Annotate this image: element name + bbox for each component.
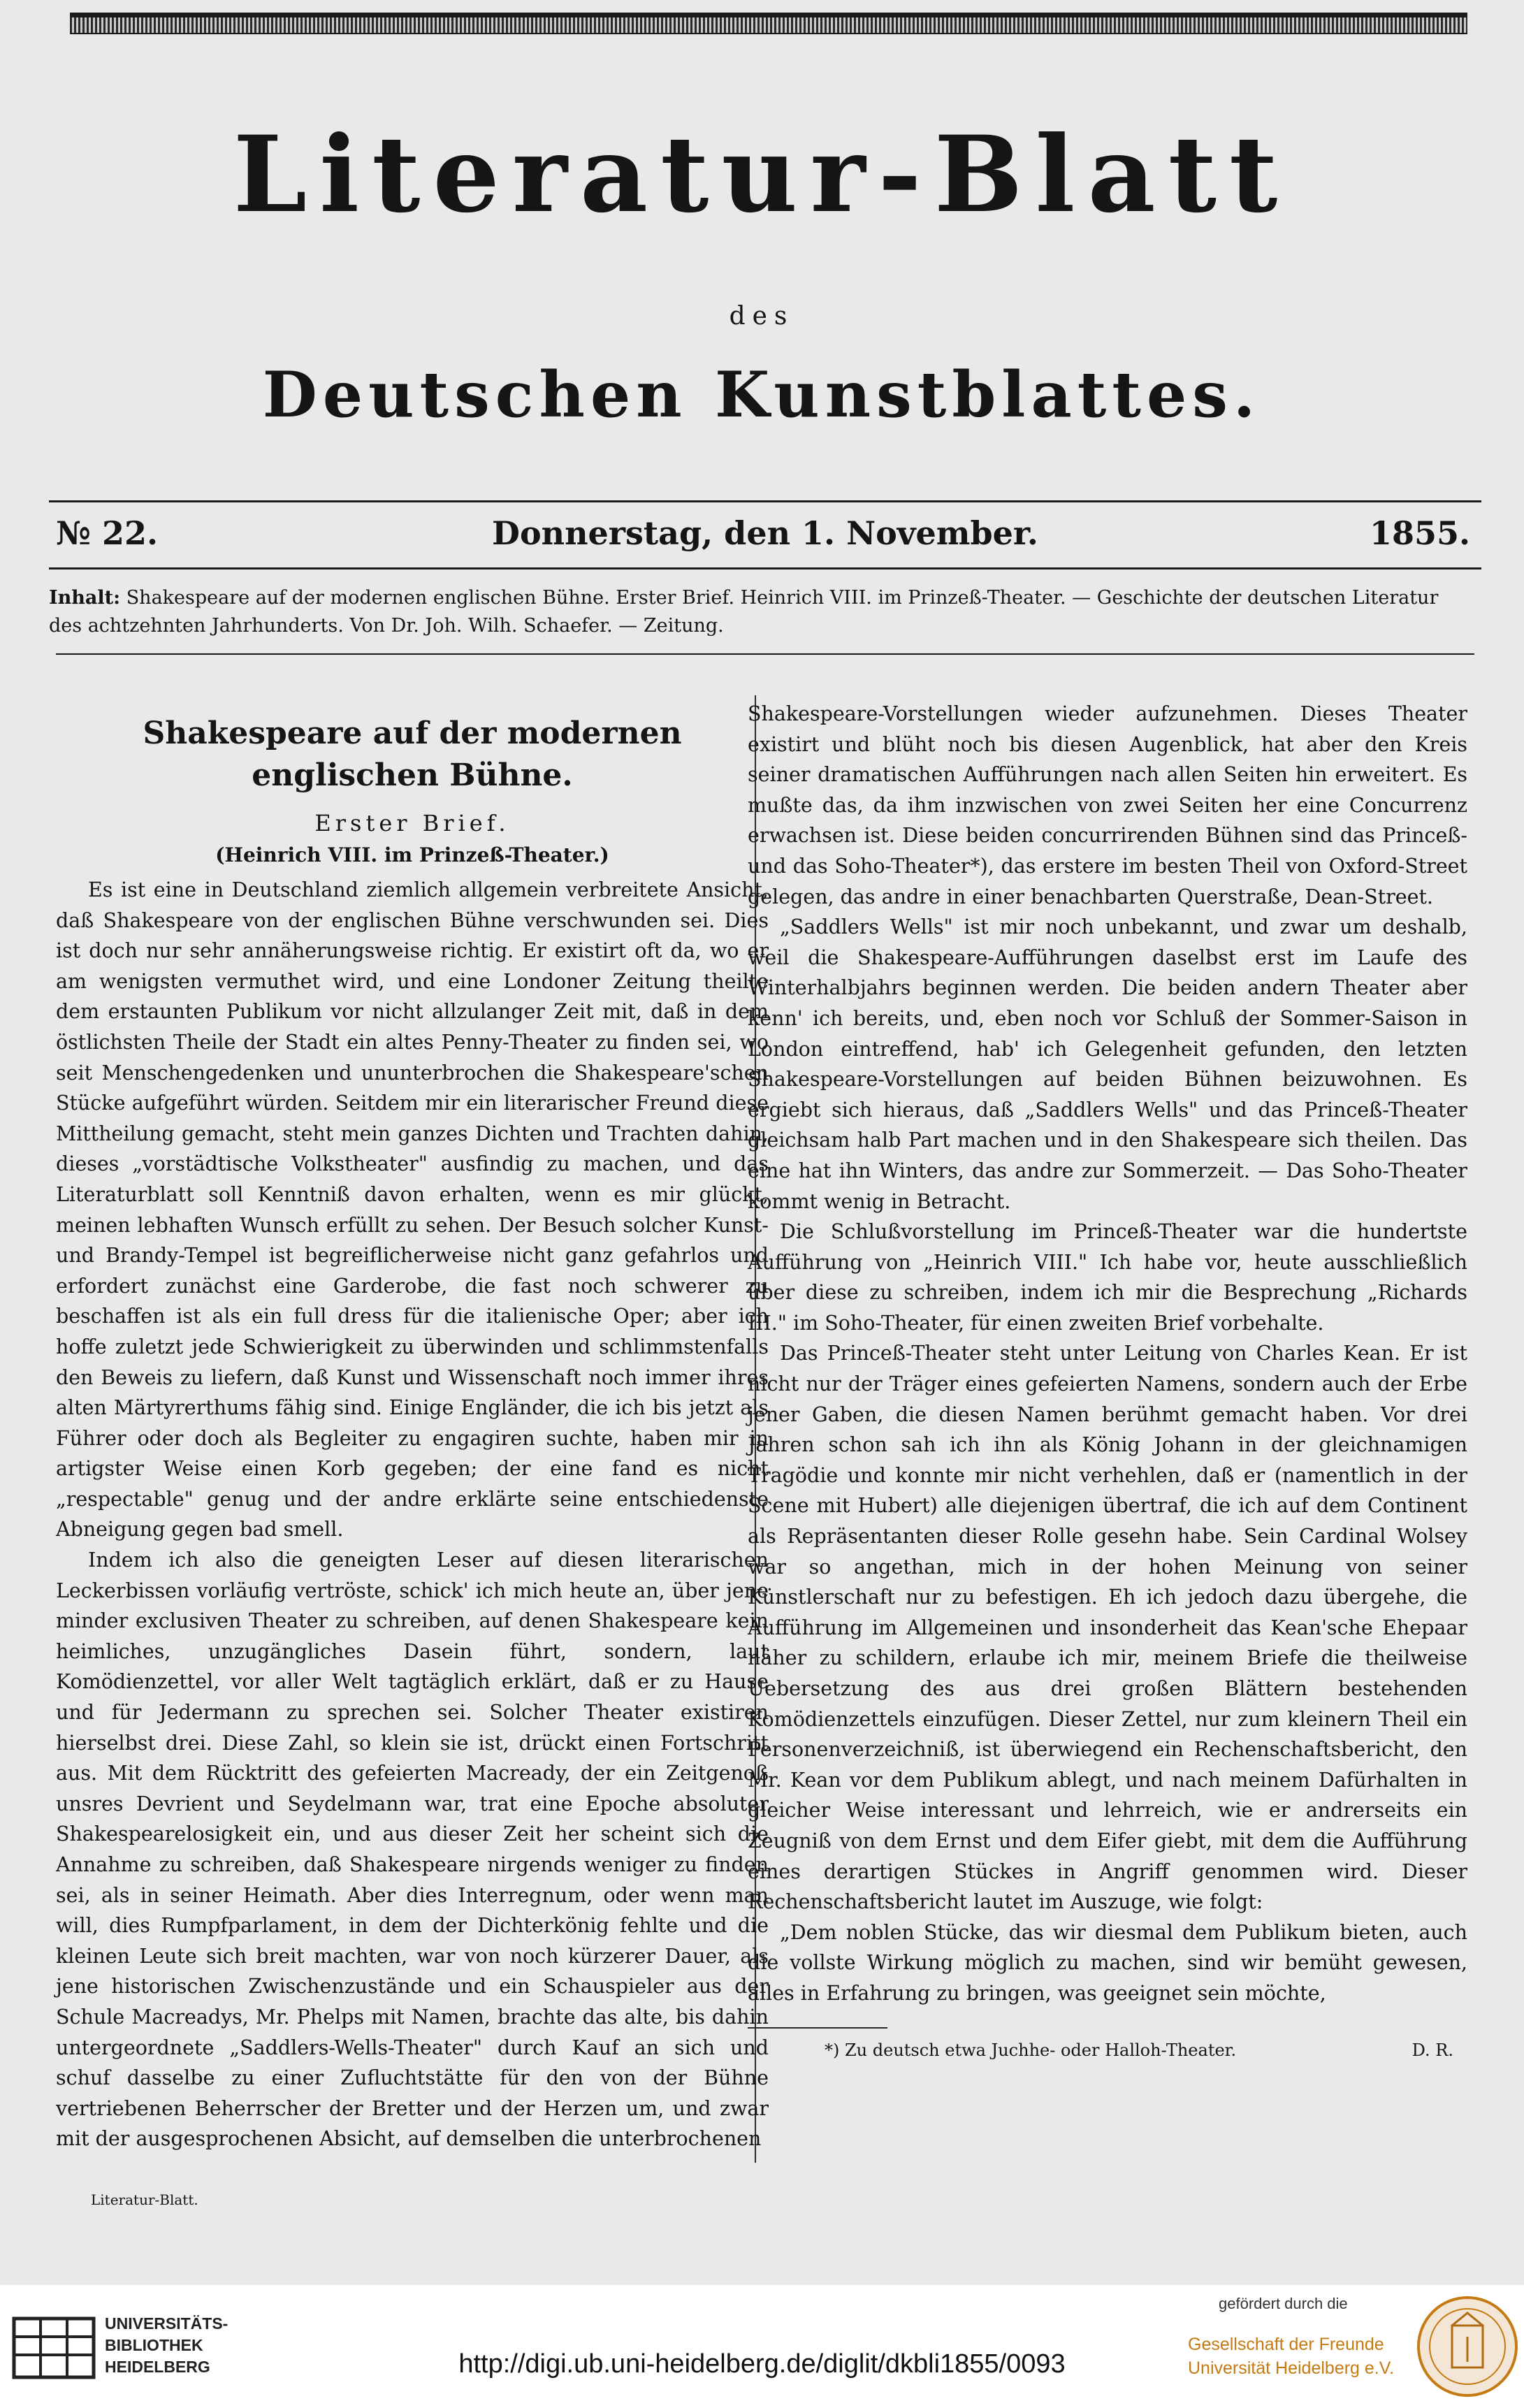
- footnote-text: *) Zu deutsch etwa Juchhe- oder Halloh-Theater.: [825, 2040, 1237, 2060]
- sponsor-line: Universität Heidelberg e.V.: [1188, 2358, 1395, 2378]
- footnote-rule: [748, 2027, 887, 2029]
- paragraph: Die Schlußvorstellung im Princeß-Theater war die hundertste Aufführung von „Heinrich VIII." Ich habe vor, heute ausschließlich über diese zu schreiben, indem ich mir die Besprechung „Richards III." im Soho-Theater, für einen zweiten Brief vorbehalte.: [748, 1220, 1467, 1335]
- paragraph: „Dem noblen Stücke, das wir diesmal dem Publikum bieten, auch die vollste Wirkung möglich zu machen, sind wir bemüht gewesen, alles in Erfahrung zu bringen, was geeignet sein möchte,: [748, 1920, 1467, 2005]
- contents-text: Shakespeare auf der modernen englischen Bühne. Erster Brief. Heinrich VIII. im Prinzeß-Theater. — Geschichte der deutschen Literatur des achtzehnten Jahrhunderts. Von Dr. Joh. Wilh. Schaefer. — Zeitung.: [49, 587, 1439, 637]
- issue-rule-top: [49, 500, 1481, 502]
- masthead-des: des: [729, 302, 794, 331]
- library-name-line: HEIDELBERG: [105, 2358, 210, 2376]
- article-subtitle-play: (Heinrich VIII. im Prinzeß-Theater.): [215, 843, 609, 866]
- masthead-subtitle: Deutschen Kunstblattes.: [262, 358, 1261, 432]
- footnote-initials: D. R.: [1411, 2040, 1453, 2060]
- permalink[interactable]: http://digi.ub.uni-heidelberg.de/diglit/dkbli1855/0093: [458, 2349, 1066, 2379]
- paragraph: Shakespeare-Vorstellungen wieder aufzunehmen. Dieses Theater existirt und blüht noch bis diesen Augenblick, hat aber den Kreis seiner dramatischen Aufführungen nach allen Seiten hin erweitert. Es mußte das, da ihm inzwischen von zwei Seiten her eine Concurrenz erwachsen ist. Diese beiden concurrirenden Bühnen sind das Princeß- und das Soho-Theater*), das erstere im besten Theil von Oxford-Street gelegen, das andre in einer benachbarten Querstraße, Dean-Street.: [748, 702, 1467, 908]
- issue-year: 1855.: [1369, 514, 1470, 552]
- paragraph: Das Princeß-Theater steht unter Leitung von Charles Kean. Er ist nicht nur der Träger eines gefeierten Namens, sondern auch der Erbe jener Gaben, die diesen Namen berühmt gemacht haben. Vor drei Jahren schon sah ich ihn als König Johann in der gleichnamigen Tragödie und konnte mir nicht verhehlen, daß er (namentlich in der Scene mit Hubert) alle diejenigen übertraf, die ich auf dem Continent als Repräsentanten dieser Rolle gesehn habe. Sein Cardinal Wolsey war so angethan, mich in der hohen Meinung von seiner Künstlerschaft nur zu befestigen. Eh ich jedoch dazu übergehe, die Aufführung im Allgemeinen und insonderheit das Kean'sche Ehepaar näher zu schildern, erlaube ich mir, meinem Briefe die theilweise Uebersetzung des aus drei großen Blättern bestehenden Komödienzettels einzufügen. Dieser Zettel, nur zum kleinern Theil ein Personenverzeichniß, ist überwiegend ein Rechenschaftsbericht, den Mr. Kean vor dem Publikum ablegt, und nach meinem Dafürhalten in gleicher Weise interessant und lehrreich, wie er andrerseits ein Zeugniß von dem Ernst und dem Eifer giebt, mit dem die Aufführung eines derartigen Stückes in Angriff genommen wird. Dieser Rechenschaftsbericht lautet im Auszuge, wie folgt:: [748, 1342, 1467, 1914]
- sponsor-prefix: gefördert durch die: [1219, 2295, 1348, 2312]
- table-of-contents: [49, 584, 1474, 640]
- column-right: [748, 699, 1467, 2062]
- footnote: [748, 2038, 1467, 2062]
- issue-date: Donnerstag, den 1. November.: [492, 514, 1038, 552]
- sponsor-name: [1188, 2333, 1394, 2380]
- issue-line: [49, 509, 1481, 558]
- issue-number: № 22.: [56, 514, 159, 552]
- article-subtitle: Erster Brief.: [314, 810, 510, 836]
- sponsor-line: Gesellschaft der Freunde: [1188, 2335, 1384, 2354]
- masthead-title: Literatur-Blatt: [233, 113, 1291, 236]
- paragraph: „Saddlers Wells" ist mir noch unbekannt, und zwar um deshalb, weil die Shakespeare-Aufführungen daselbst erst im Laufe des Winterhalbjahrs beginnen werden. Die beiden andern Theater aber kenn' ich bereits, und, eben noch vor Schluß der Sommer-Saison in London eintreffend, hab' ich Gelegenheit gefunden, den letzten Shakespeare-Vorstellungen auf beiden Bühnen beizuwohnen. Es ergiebt sich hieraus, daß „Saddlers Wells" und das Princeß-Theater gleichsam halb Part machen und in den Shakespeare sich theilen. Das eine hat ihn Winters, das andre zur Sommerzeit. — Das Soho-Theater kommt wenig in Betracht.: [748, 915, 1467, 1213]
- decorative-top-border: [70, 13, 1467, 34]
- column-left: [56, 713, 769, 2154]
- contents-rule: [56, 653, 1474, 655]
- paragraph: Indem ich also die geneigten Leser auf diesen literarischen Leckerbissen vorläufig vertröste, schick' ich mich heute an, über jene minder exclusiven Theater zu schreiben, auf denen Shakespeare kein heimliches, unzugängliches Dasein führt, sondern, laut Komödienzettel, vor aller Welt tagtäglich erklärt, daß er zu Hause und für Jedermann zu sprechen sei. Solcher Theater existiren hierselbst drei. Diese Zahl, so klein sie ist, drückt einen Fortschritt aus. Mit dem Rücktritt des gefeierten Macready, der ein Zeitgenoß unsres Devrient und Seydelmann war, trat eine Epoche absoluter Shakespearelosigkeit ein, und aus dieser Zeit her scheint sich die Annahme zu schreiben, daß Shakespeare nirgends weniger zu finden sei, als in seiner Heimath. Aber dies Interregnum, oder wenn man will, dies Rumpfparlament, in dem der Dichterkönig fehlte und die kleinen Leute sich breit machten, war von noch kürzerer Dauer, als jene historischen Zwischenzustände und ein Schauspieler aus der Schule Macreadys, Mr. Phelps mit Namen, brachte das alte, bis dahin untergeordnete „Saddlers-Wells-Theater" durch Kauf an sich und schuf dasselbe zu einer Zufluchtstätte für den von der Bühne vertriebenen Beherrscher der Bretter und der Herzen um, und zwar mit der ausgesprochenen Absicht, auf demselben die unterbrochenen: [56, 1548, 769, 2151]
- contents-label: Inhalt:: [49, 587, 121, 609]
- library-name-line: BIBLIOTHEK: [105, 2336, 203, 2354]
- library-name-line: UNIVERSITÄTS-: [105, 2314, 228, 2333]
- university-seal-icon: [1416, 2295, 1519, 2398]
- footer-bar: [0, 2285, 1524, 2408]
- paragraph: Es ist eine in Deutschland ziemlich allgemein verbreitete Ansicht, daß Shakespeare von der englischen Bühne verschwunden sei. Dies ist doch nur sehr annäherungsweise richtig. Er existirt oft da, wo er am wenigsten vermuthet wird, und eine Londoner Zeitung theilte dem erstaunten Publikum vor nicht allzulanger Zeit mit, daß in dem östlichsten Theile der Stadt ein altes Penny-Theater zu finden sei, wo seit Menschengedenken und ununterbrochen die Shakespeare'schen Stücke aufgeführt würden. Seitdem mir ein literarischer Freund diese Mittheilung gemacht, steht mein ganzes Dichten und Trachten dahin, dieses „vorstädtische Volkstheater" ausfindig zu machen, und das Literaturblatt soll Kenntniß davon erhalten, wenn es mir glückt, meinen lebhaften Wunsch erfüllt zu sehen. Der Besuch solcher Kunst- und Brandy-Tempel ist begreiflicherweise nicht ganz gefahrlos und erfordert zunächst eine Garderobe, die fast noch schwerer zu beschaffen ist als ein full dress für die italienische Oper; aber ich hoffe zuletzt jede Schwierigkeit zu überwinden und schlimmstenfalls den Beweis zu liefern, daß Kunst und Wissenschaft noch immer ihres alten Märtyrerthums fähig sind. Einige Engländer, die ich bis jetzt als Führer oder doch als Begleiter zu engagiren suchte, haben mir in artigster Weise einen Korb gegeben; der eine fand es nicht „respectable" genug und der andre erklärte seine entschiedenste Abneigung gegen bad smell.: [56, 878, 769, 1542]
- article-title: Shakespeare auf der modernen englischen Bühne.: [143, 716, 682, 793]
- signature-mark: Literatur-Blatt.: [91, 2191, 198, 2208]
- issue-rule-bottom: [49, 567, 1481, 570]
